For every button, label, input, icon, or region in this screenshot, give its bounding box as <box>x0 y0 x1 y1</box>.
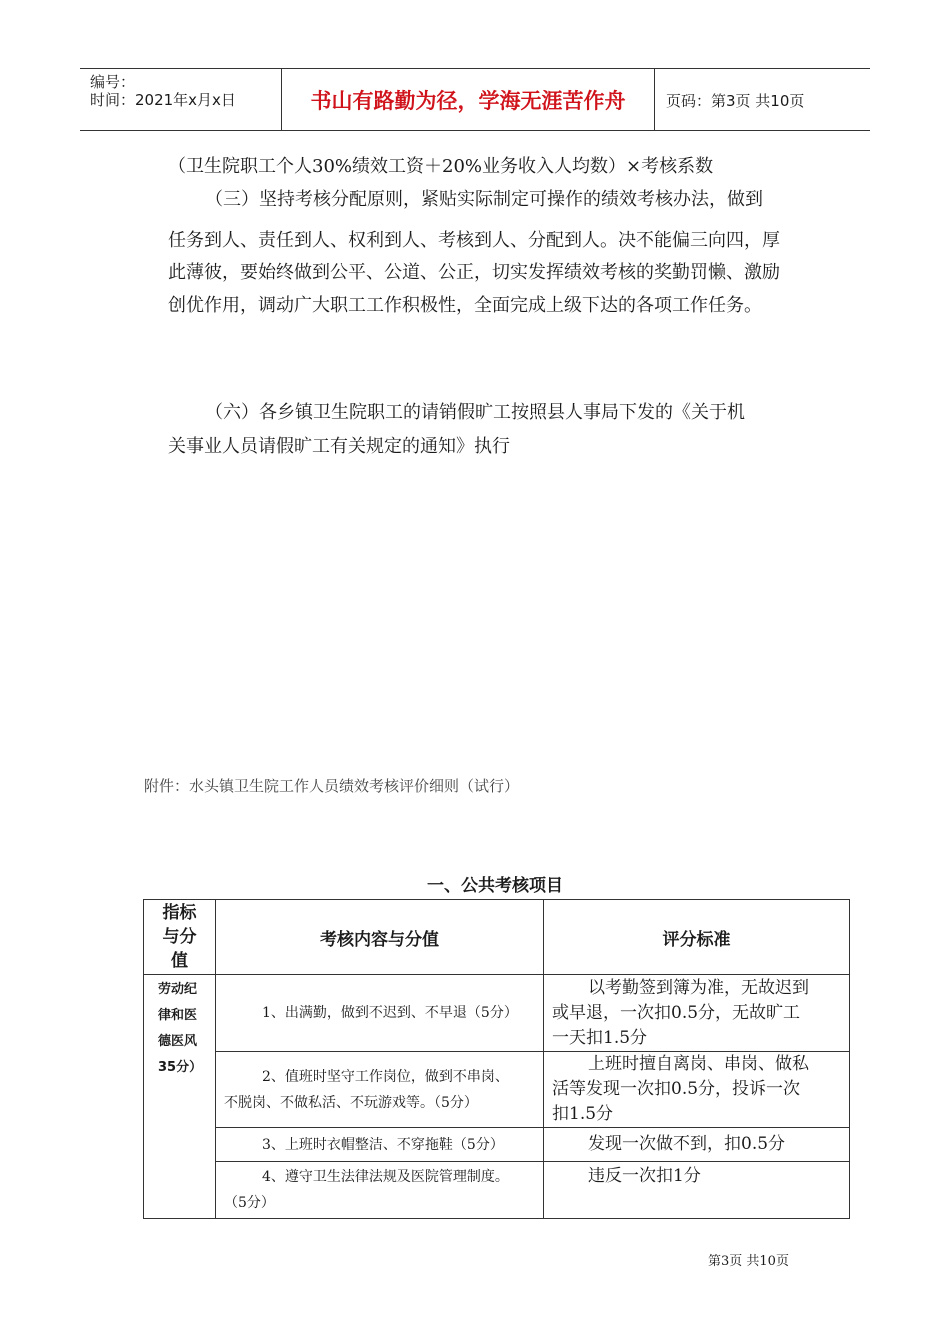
standard-cell <box>544 1128 850 1162</box>
content-line: 4、遵守卫生法律法规及医院管理制度。 <box>262 1169 509 1185</box>
header-time: 时间：2021年x月x日 <box>90 91 236 109</box>
content-line: 2、值班时坚守工作岗位，做到不串岗、 <box>262 1068 509 1085</box>
standard-line: 活等发现一次扣0.5分，投诉一次 <box>552 1079 801 1099</box>
header-content: 考核内容与分值 <box>216 900 544 975</box>
indicator-line: 35分） <box>158 1060 203 1075</box>
content-cell <box>216 1128 544 1162</box>
indicator-line: 德医风 <box>158 1034 198 1049</box>
indicator-line: 劳动纪 <box>158 982 198 997</box>
content-line: 1、出满勤，做到不迟到、不早退（5分） <box>262 1005 518 1021</box>
header-indicator-line: 值 <box>171 951 188 971</box>
paragraph-3-line-1: （三）坚持考核分配原则，紧贴实际制定可操作的绩效考核办法，做到 <box>205 189 763 210</box>
section-title: 一、公共考核项目 <box>427 876 563 896</box>
standard-cell <box>544 1162 850 1219</box>
standard-line: 发现一次做不到，扣0.5分 <box>588 1134 786 1154</box>
standard-cell <box>544 1052 850 1128</box>
page-footer: 第3页 共10页 <box>708 1254 789 1269</box>
standard-line: 以考勤签到簿为准，无故迟到 <box>588 977 809 998</box>
standard-line: 一天扣1.5分 <box>552 1027 648 1048</box>
paragraph-3-line-3: 此薄彼，要始终做到公平、公道、公正，切实发挥绩效考核的奖勤罚懒、激励 <box>168 262 780 283</box>
standard-line: 违反一次扣1分 <box>588 1166 701 1186</box>
page-header <box>80 68 870 131</box>
table-row <box>144 975 850 1052</box>
content-line: 不脱岗、不做私活、不玩游戏等。（5分） <box>224 1094 478 1111</box>
paragraph-6-line-1: （六）各乡镇卫生院职工的请销假旷工按照县人事局下发的《关于机 <box>205 402 745 423</box>
standard-line: 或早退，一次扣0.5分，无故旷工 <box>552 1002 801 1023</box>
assessment-table <box>143 899 850 1219</box>
paragraph-3-line-4: 创优作用，调动广大职工工作积极性，全面完成上级下达的各项工作任务。 <box>168 295 762 316</box>
table-header-row <box>144 900 850 975</box>
header-meta <box>80 69 282 130</box>
header-indicator-line: 指标 <box>162 903 197 923</box>
content-line: （5分） <box>224 1195 275 1211</box>
paragraph-6-line-2: 关事业人员请假旷工有关规定的通知》执行 <box>168 436 510 457</box>
header-indicator <box>144 900 216 975</box>
standard-line: 上班时擅自离岗、串岗、做私 <box>588 1054 809 1074</box>
paragraph-3-line-2: 任务到人、责任到人、权利到人、考核到人、分配到人。决不能偏三向四，厚 <box>168 230 780 251</box>
indicator-line: 律和医 <box>158 1008 198 1023</box>
header-motto: 书山有路勤为径，学海无涯苦作舟 <box>282 69 655 130</box>
content-cell <box>216 1162 544 1219</box>
header-number: 编号： <box>90 73 136 91</box>
attachment-note: 附件：水头镇卫生院工作人员绩效考核评价细则（试行） <box>144 777 520 795</box>
table-row <box>144 1052 850 1128</box>
header-standard: 评分标准 <box>544 900 850 975</box>
content-cell <box>216 1052 544 1128</box>
content-cell <box>216 975 544 1052</box>
table-row <box>144 1128 850 1162</box>
header-indicator-line: 与分 <box>162 927 197 947</box>
standard-cell <box>544 975 850 1052</box>
content-line: 3、上班时衣帽整洁、不穿拖鞋（5分） <box>262 1136 504 1153</box>
indicator-cell <box>144 975 216 1219</box>
header-page-number: 页码：第3页 共10页 <box>666 92 805 110</box>
paragraph-formula: （卫生院职工个人30%绩效工资＋20%业务收入人均数）×考核系数 <box>168 156 714 177</box>
table-row <box>144 1162 850 1219</box>
standard-line: 扣1.5分 <box>552 1104 614 1124</box>
